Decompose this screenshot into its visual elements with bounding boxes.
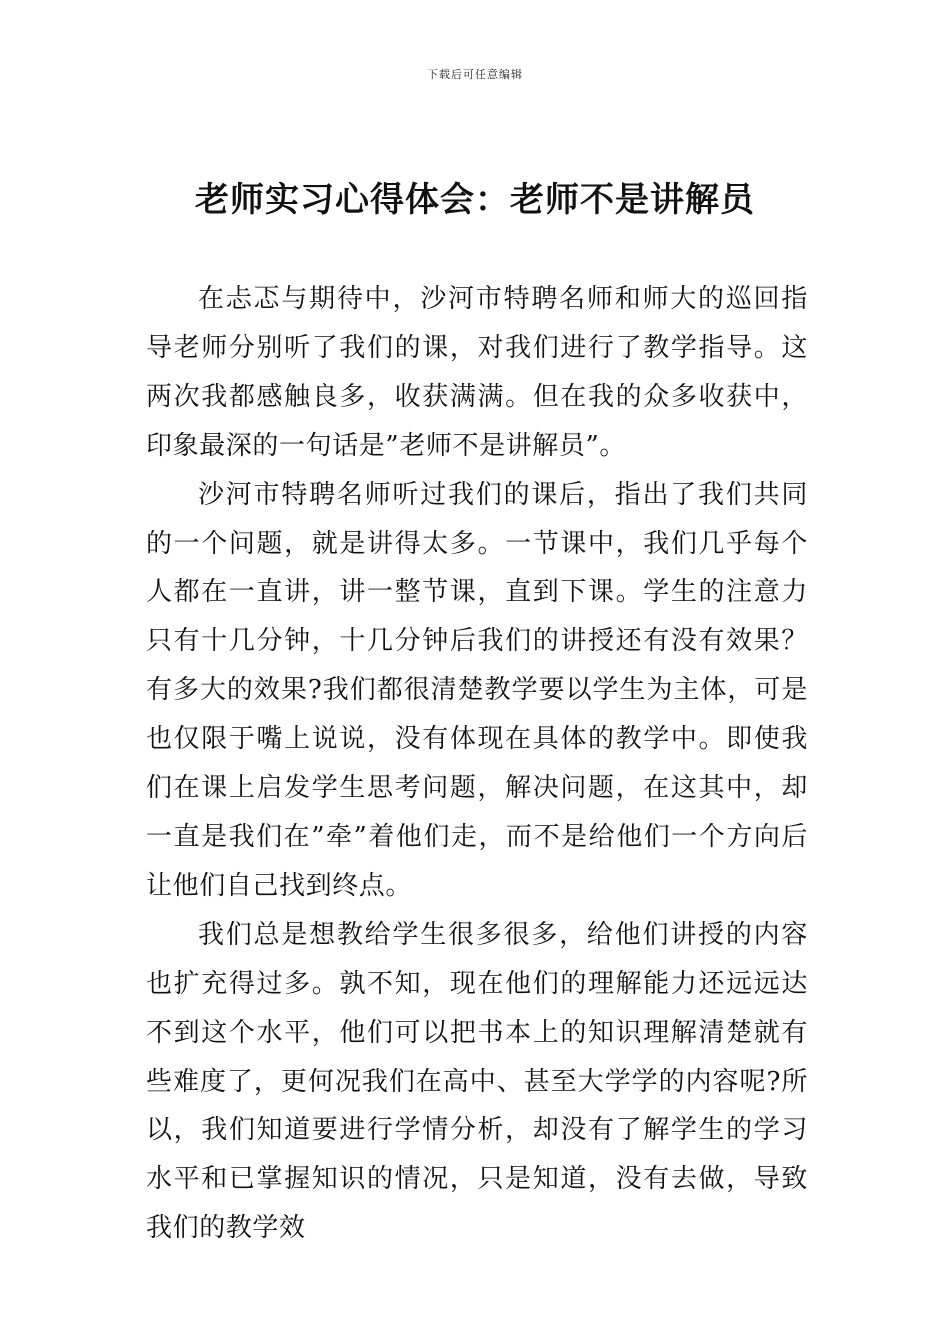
document-body <box>146 275 808 1253</box>
body-paragraph-2: 沙河市特聘名师听过我们的课后，指出了我们共同的一个问题，就是讲得太多。一节课中，我们几乎每个人都在一直讲，讲一整节课，直到下课。学生的注意力只有十几分钟，十几分钟后我们的讲授还有没有效果？有多大的效果?我们都很清楚教学要以学生为主体，可是也仅限于嘴上说说，没有体现在具体的教学中。即使我们在课上启发学生思考问题，解决问题，在这其中，却一直是我们在”牵”着他们走，而不是给他们一个方向后让他们自己找到终点。 <box>146 479 808 901</box>
page-header-note: 下载后可任意编辑 <box>427 68 523 81</box>
document-title: 老师实习心得体会：老师不是讲解员 <box>195 180 755 220</box>
body-paragraph-1: 在忐忑与期待中，沙河市特聘名师和师大的巡回指导老师分别听了我们的课，对我们进行了教学指导。这两次我都感触良多，收获满满。但在我的众多收获中，印象最深的一句话是”老师不是讲解员”。 <box>146 284 808 461</box>
body-paragraph-3: 我们总是想教给学生很多很多，给他们讲授的内容也扩充得过多。孰不知，现在他们的理解能力还远远达不到这个水平，他们可以把书本上的知识理解清楚就有些难度了，更何况我们在高中、甚至大学学的内容呢?所以，我们知道要进行学情分析，却没有了解学生的学习水平和已掌握知识的情况，只是知道，没有去做，导致我们的教学效 <box>146 919 808 1244</box>
